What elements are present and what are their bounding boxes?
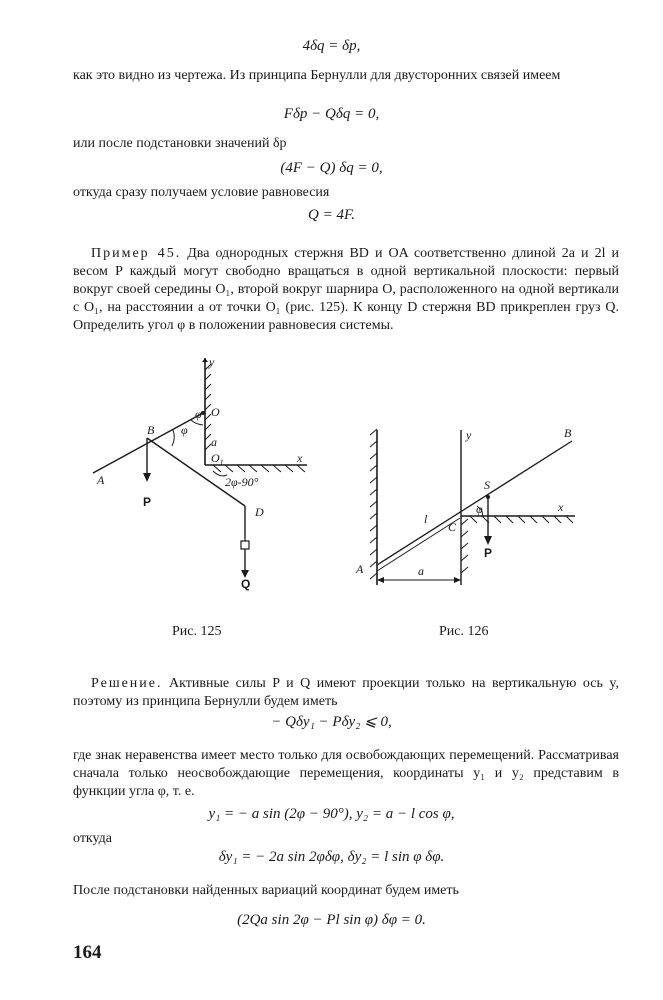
figure-126 xyxy=(340,425,600,595)
example-heading: Пример 45. xyxy=(91,246,182,261)
solution-text: Активные силы P и Q имеют проекции только на вертикальную ось y, поэтому из принципа Бернулли будем иметь xyxy=(73,676,619,709)
figure-125-caption: Рис. 125 xyxy=(172,624,222,639)
fig126-A-label: A xyxy=(356,562,364,576)
fig126-phi-label: φ xyxy=(476,502,483,516)
paragraph-bernoulli-intro: как это видно из чертежа. Из принципа Бернулли для двусторонних связей имеем xyxy=(73,68,561,83)
fig125-phi-label-1: φ xyxy=(181,423,188,437)
solution-heading: Решение. xyxy=(91,676,163,691)
fig125-D-label: D xyxy=(255,505,264,519)
fig125-A-label: A xyxy=(97,473,105,487)
fig125-O1-label: $O_1$ xyxy=(211,451,224,467)
figure-125 xyxy=(85,355,325,598)
equation-equilibrium-result: Q = 4F. xyxy=(308,207,355,223)
fig125-Q-label: Q xyxy=(241,577,251,591)
paragraph-substitution: или после подстановки значений δp xyxy=(73,136,287,151)
figure-126-caption: Рис. 126 xyxy=(439,624,489,639)
example-text: Два однородных стержня BD и OA соответственно длиной 2a и 2l и весом P каждый могут свободно вращаться в одной вертикальной плоскости: первый вокруг своей середины O₁, второй вокруг шарнира O, расположенного на одной вертикали с O₁, на расстоянии a от точки O₁ (рис. 125). К концу D стержня BD прикреплен груз Q. Определить угол φ в положении равновесия системы. xyxy=(73,246,619,333)
equation-variations: δy₁ = − 2a sin 2φδφ, δy₂ = l sin φ δφ. xyxy=(218,849,445,865)
fig126-l-label: l xyxy=(424,512,428,526)
paragraph-after-substitution: После подстановки найденных вариаций координат будем иметь xyxy=(73,883,459,898)
fig126-S-label: S xyxy=(484,478,490,492)
example-45-statement xyxy=(73,245,619,335)
equation-inequality: − Qδy₁ − Pδy₂ ⩽ 0, xyxy=(271,714,392,730)
equation-final: (2Qa sin 2φ − Pl sin φ) δφ = 0. xyxy=(237,912,426,928)
equation-virtual-work: Fδp − Qδq = 0, xyxy=(283,106,380,122)
equation-variation-relation: 4δq = δp, xyxy=(302,38,361,54)
solution-paragraph xyxy=(73,675,619,711)
equation-substituted: (4F − Q) δq = 0, xyxy=(280,160,383,176)
fig125-x-label: x xyxy=(297,451,303,465)
fig126-B-label: B xyxy=(564,426,572,440)
fig125-B-label: B xyxy=(147,423,155,437)
fig125-y-label: y xyxy=(209,355,215,369)
fig125-phi-label-2: φ xyxy=(195,407,202,421)
page-number: 164 xyxy=(73,942,102,963)
equation-coordinates: y₁ = − a sin (2φ − 90°), y₂ = a − l cos φ, xyxy=(208,806,455,822)
fig126-y-label: y xyxy=(466,428,472,442)
fig125-a-label: a xyxy=(211,435,217,449)
fig126-P-label: P xyxy=(484,546,493,560)
fig125-P-label: P xyxy=(143,495,152,509)
fig125-angle-label: 2φ-90° xyxy=(225,475,259,489)
fig125-O-label: O xyxy=(211,405,220,419)
fig126-C-label: C xyxy=(448,520,457,534)
paragraph-coordinates: где знак неравенства имеет место только для освобождающих перемещений. Рассматривая сначала только неосвобождающие перемещения, координаты y₁ и y₂ представим в функции угла φ, т. е. xyxy=(73,748,619,799)
paragraph-whence: откуда xyxy=(73,831,112,846)
fig126-a-label: a xyxy=(418,564,424,578)
paragraph-equilibrium-condition: откуда сразу получаем условие равновесия xyxy=(73,185,330,200)
fig126-x-label: x xyxy=(558,500,564,514)
